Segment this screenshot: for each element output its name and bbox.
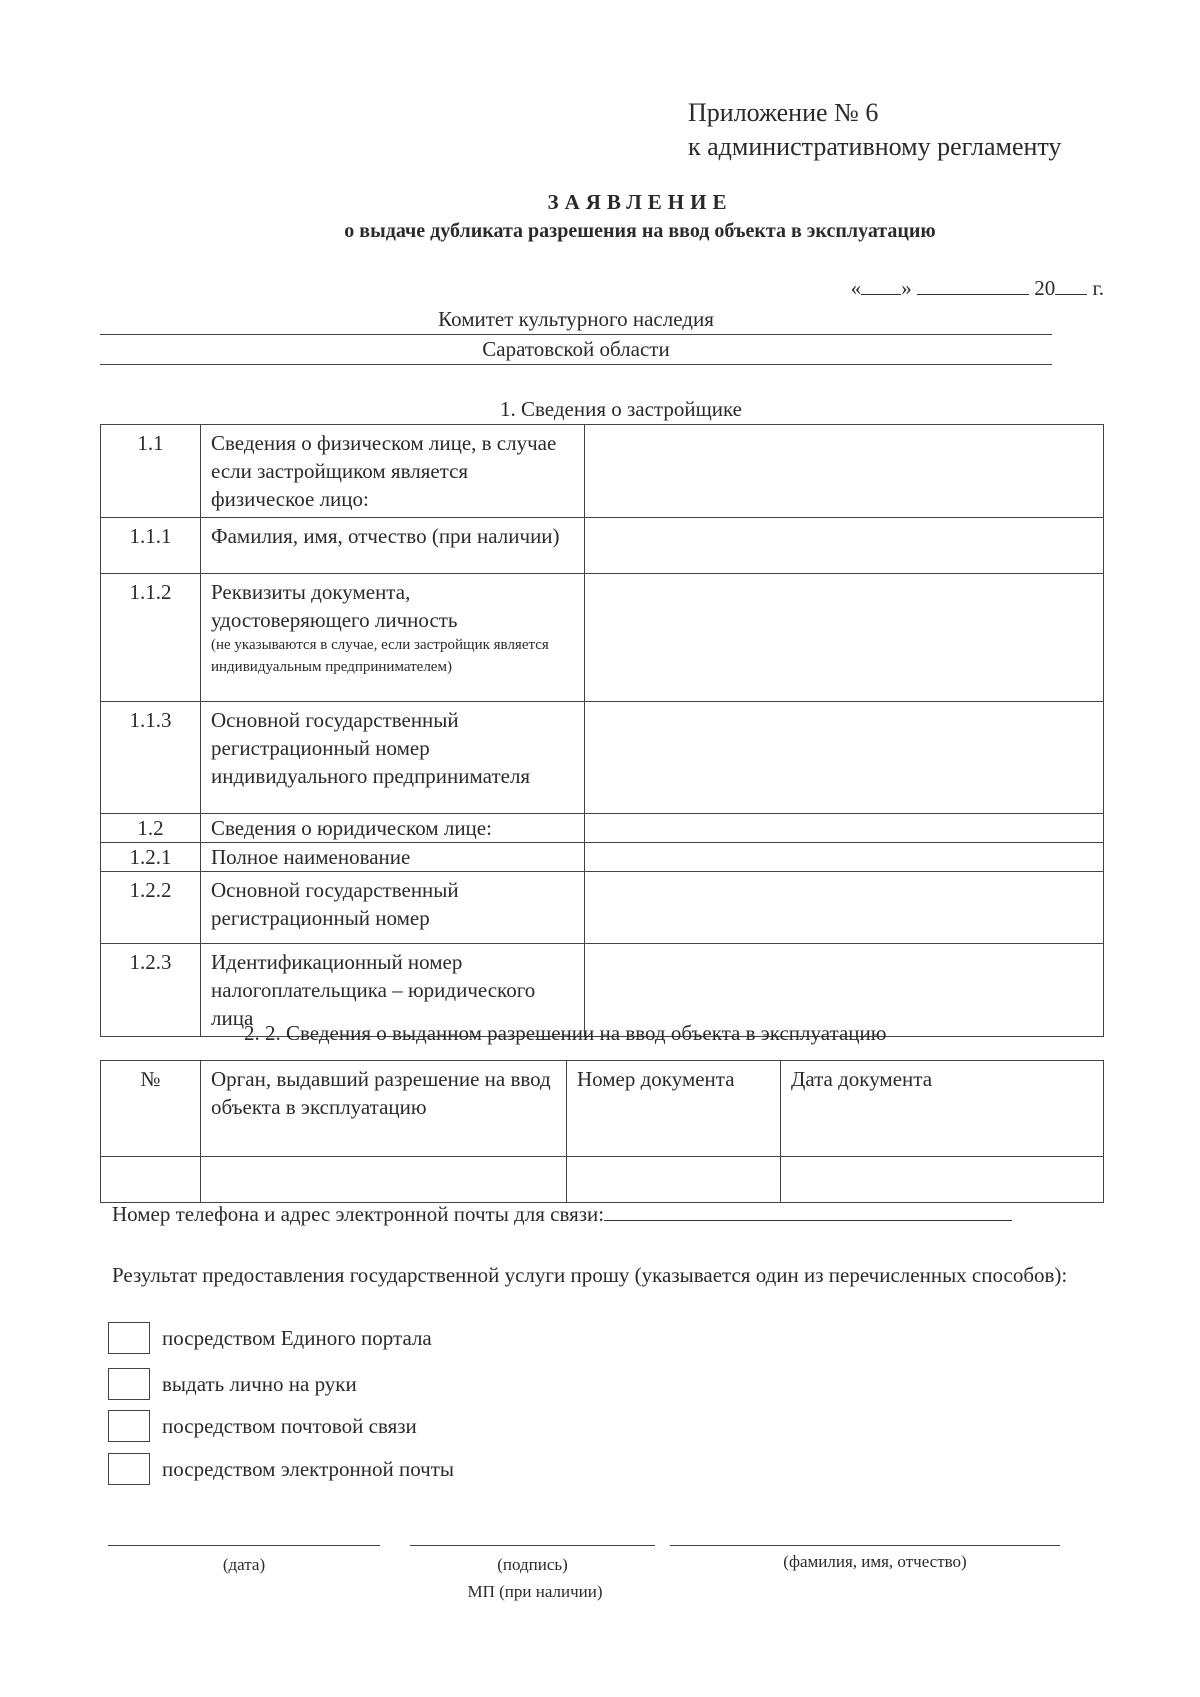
- option-label: выдать лично на руки: [162, 1371, 357, 1396]
- result-method-text: Результат предоставления государственной услуги прошу (указывается один из перечисленных способов):: [112, 1263, 1068, 1287]
- row-note: (не указываются в случае, если застройщик является индивидуальным предпринимателем): [211, 637, 549, 675]
- row-value-field[interactable]: [585, 843, 1104, 872]
- table-row: [101, 518, 1104, 574]
- option-portal[interactable]: [108, 1322, 432, 1354]
- section2-title: 2. 2. Сведения о выданном разрешении на ввод объекта в эксплуатацию: [244, 1021, 887, 1045]
- row-label: Реквизиты документа, удостоверяющего личность: [211, 580, 458, 632]
- option-label: посредством Единого портала: [162, 1325, 432, 1350]
- table-row: [101, 425, 1104, 518]
- row-value-field[interactable]: [585, 425, 1104, 518]
- appendix-regulation: к административному регламенту: [688, 132, 1062, 161]
- row-label: Основной государственный регистрационный номер индивидуального предпринимателя: [201, 702, 585, 814]
- row-label: Сведения о юридическом лице:: [201, 814, 585, 843]
- row-label: Идентификационный номер налогоплательщика – юридического лица: [201, 944, 585, 1037]
- row-value-field[interactable]: [585, 702, 1104, 814]
- row-label: Основной государственный регистрационный номер: [201, 872, 585, 944]
- table-row: [101, 574, 1104, 702]
- document-title: ЗАЯВЛЕНИЕ: [547, 190, 733, 214]
- option-label: посредством электронной почты: [162, 1456, 455, 1481]
- row-number: 1.1: [101, 425, 201, 518]
- day-field[interactable]: [861, 276, 901, 295]
- row-number: 1.2.3: [101, 944, 201, 1037]
- row-value-field[interactable]: [585, 518, 1104, 574]
- date-signature-line[interactable]: [108, 1545, 380, 1546]
- table-row: [101, 843, 1104, 872]
- cell-doc-date-field[interactable]: [781, 1157, 1104, 1203]
- option-checkbox[interactable]: [108, 1410, 150, 1442]
- option-label: посредством почтовой связи: [162, 1413, 417, 1438]
- fullname-caption: (фамилия, имя, отчество): [783, 1552, 967, 1571]
- option-checkbox[interactable]: [108, 1453, 150, 1485]
- contact-label: Номер телефона и адрес электронной почты для связи:: [112, 1202, 605, 1226]
- fullname-signature-line[interactable]: [670, 1545, 1060, 1546]
- row-number: 1.2.1: [101, 843, 201, 872]
- col-header-authority: Орган, выдавший разрешение на ввод объекта в эксплуатацию: [201, 1061, 567, 1157]
- year-field[interactable]: [1055, 276, 1087, 295]
- row-value-field[interactable]: [585, 574, 1104, 702]
- row-number: 1.2.2: [101, 872, 201, 944]
- row-number: 1.1.3: [101, 702, 201, 814]
- row-label: Фамилия, имя, отчество (при наличии): [201, 518, 585, 574]
- cell-authority-field[interactable]: [201, 1157, 567, 1203]
- contact-line: [112, 1202, 1012, 1227]
- appendix-number: Приложение № 6: [688, 98, 879, 127]
- table-row: [101, 702, 1104, 814]
- appendix-header: [688, 96, 1061, 164]
- quote-open: «: [850, 276, 862, 300]
- row-number: 1.2: [101, 814, 201, 843]
- table-row: [101, 872, 1104, 944]
- date-line: [851, 276, 1104, 301]
- addressee-line-1: Комитет культурного наследия: [100, 307, 1052, 335]
- row-number: 1.1.2: [101, 574, 201, 702]
- option-checkbox[interactable]: [108, 1368, 150, 1400]
- addressee-line-2: Саратовской области: [100, 337, 1052, 365]
- signature-caption: (подпись): [497, 1555, 568, 1574]
- col-header-number: №: [101, 1061, 201, 1157]
- quote-close: »: [901, 276, 912, 300]
- row-value-field[interactable]: [585, 872, 1104, 944]
- document-subtitle: о выдаче дубликата разрешения на ввод объекта в эксплуатацию: [344, 220, 936, 242]
- table-header-row: [101, 1061, 1104, 1157]
- row-label: Сведения о физическом лице, в случае если застройщиком является физическое лицо:: [201, 425, 585, 518]
- stamp-caption: МП (при наличии): [467, 1582, 603, 1601]
- col-header-doc-number: Номер документа: [567, 1061, 781, 1157]
- option-in-person[interactable]: [108, 1368, 357, 1400]
- year-suffix: г.: [1092, 276, 1104, 300]
- permit-info-table: [100, 1060, 1104, 1203]
- row-value-field[interactable]: [585, 814, 1104, 843]
- option-mail[interactable]: [108, 1410, 417, 1442]
- option-checkbox[interactable]: [108, 1322, 150, 1354]
- contact-input[interactable]: [604, 1202, 1012, 1221]
- col-header-doc-date: Дата документа: [781, 1061, 1104, 1157]
- section1-title: 1. Сведения о застройщике: [500, 397, 743, 421]
- date-caption: (дата): [222, 1555, 266, 1574]
- cell-number-field[interactable]: [101, 1157, 201, 1203]
- row-label-cell: [201, 574, 585, 702]
- row-number: 1.1.1: [101, 518, 201, 574]
- year-prefix: 20: [1034, 276, 1056, 300]
- developer-info-table: [100, 424, 1104, 1037]
- table-row: [101, 814, 1104, 843]
- option-email[interactable]: [108, 1453, 454, 1485]
- month-field[interactable]: [917, 276, 1029, 295]
- signature-line[interactable]: [410, 1545, 655, 1546]
- cell-doc-number-field[interactable]: [567, 1157, 781, 1203]
- table-row: [101, 1157, 1104, 1203]
- row-label: Полное наименование: [201, 843, 585, 872]
